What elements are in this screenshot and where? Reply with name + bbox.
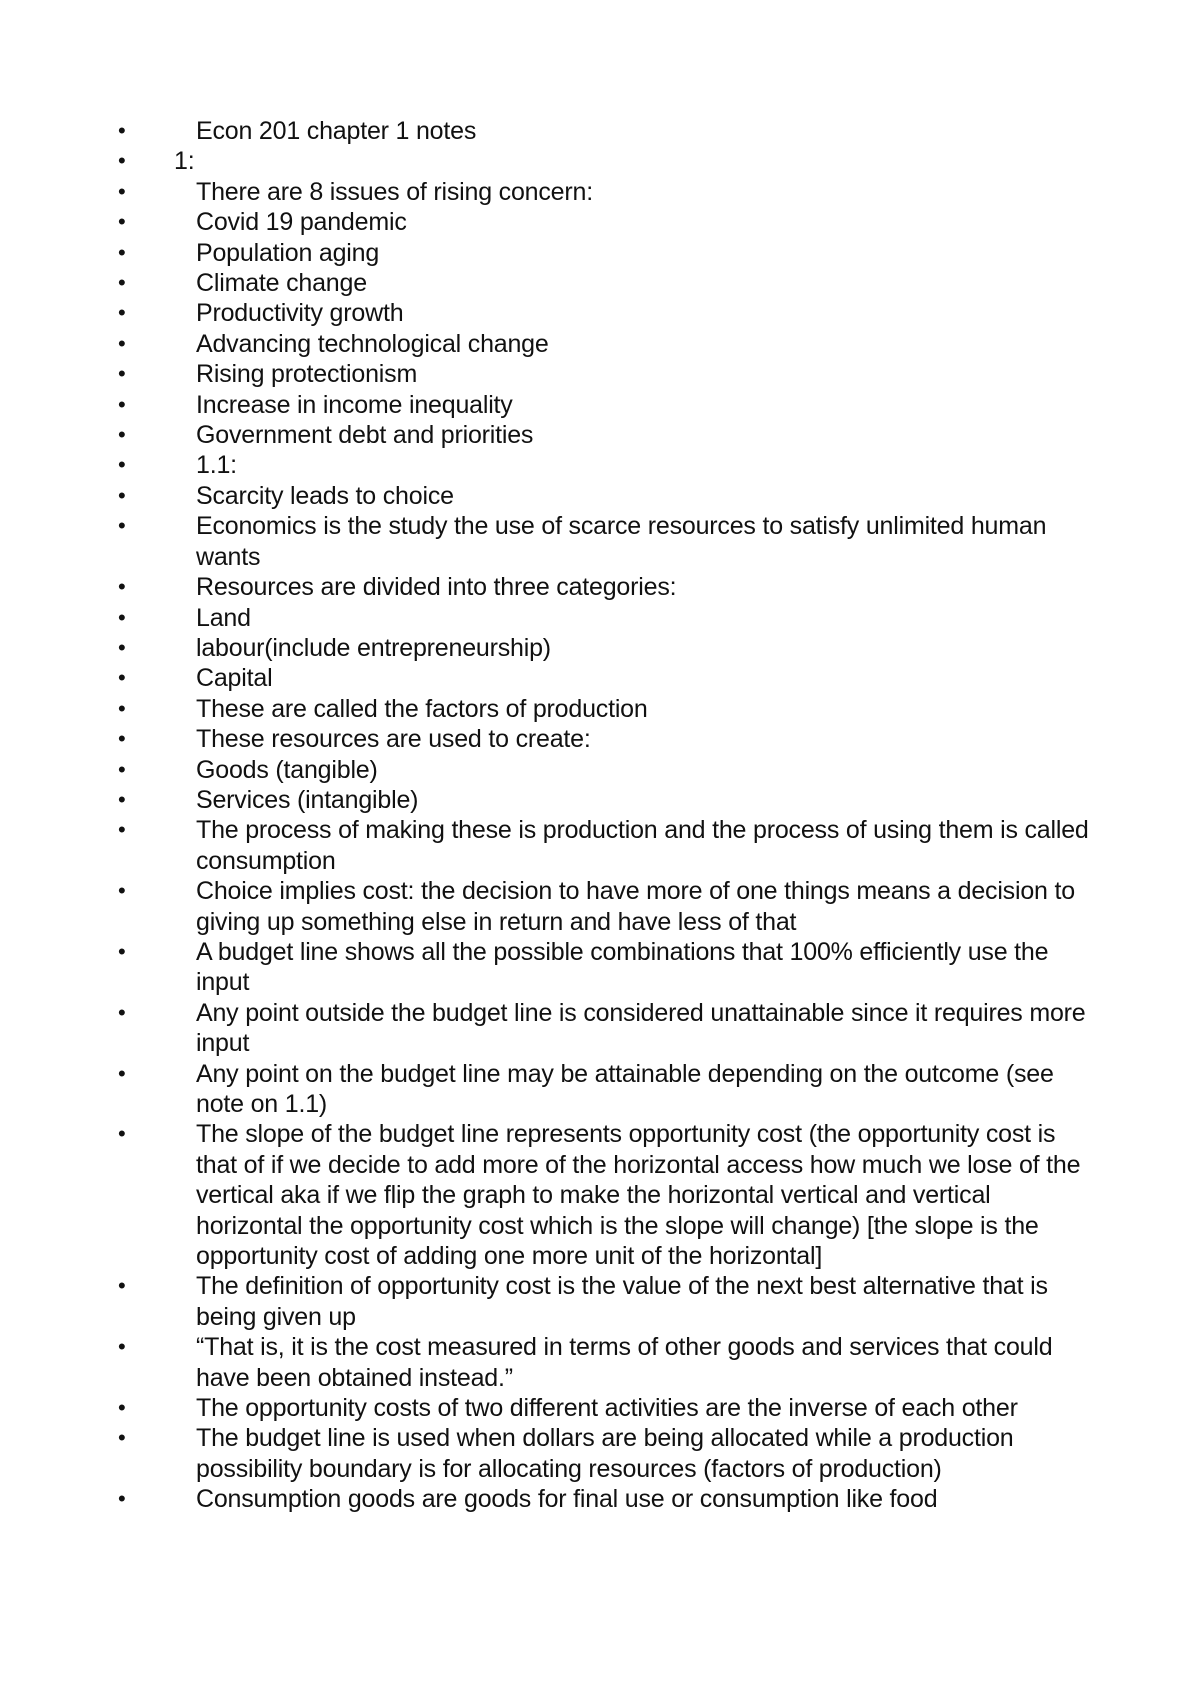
list-item [118,390,1098,420]
bullet-icon: • [118,452,126,478]
bullet-icon: • [118,1486,126,1512]
list-item-text: The process of making these is production and the process of using them is called consumption [196,816,1089,875]
bullet-icon: • [118,938,126,964]
list-item [118,1393,1098,1423]
list-item-text: 1.1: [196,451,237,480]
list-item-text: A budget line shows all the possible combinations that 100% efficiently use the input [196,937,1049,997]
list-item-text: Government debt and priorities [196,421,534,450]
list-item [118,724,1098,754]
bullet-icon: • [118,118,126,143]
list-item-text: Econ 201 chapter 1 notes [196,117,477,145]
list-item-text: These resources are used to create: [196,725,591,754]
list-item-text: Any point outside the budget line is considered unattainable since it requires more input [196,998,1086,1058]
list-item-text: Choice implies cost: the decision to have more of one things means a decision to giving up something else in return and have less of that [196,877,1075,936]
bullet-icon: • [118,1273,126,1299]
bullet-icon: • [118,695,126,721]
list-item [118,420,1098,450]
list-item-text: There are 8 issues of rising concern: [196,177,593,206]
bullet-icon: • [118,999,126,1025]
list-item-text: The opportunity costs of two different activities are the inverse of each other [196,1394,1018,1423]
list-item [118,998,1098,1059]
bullet-icon: • [118,1395,126,1421]
list-item-text: Economics is the study the use of scarce resources to satisfy unlimited human wants [196,512,1047,571]
list-item [118,146,1098,176]
bullet-icon: • [118,209,126,235]
bullet-icon: • [118,300,126,326]
notes-list [118,116,1098,1515]
bullet-icon: • [118,574,126,600]
list-item-text: “That is, it is the cost measured in terms of other goods and services that could have been obtained instead.” [196,1333,1053,1392]
bullet-icon: • [118,513,126,539]
list-item [118,207,1098,237]
list-item [118,511,1098,572]
list-item [118,268,1098,298]
bullet-icon: • [118,604,126,630]
bullet-icon: • [118,178,126,204]
list-item [118,329,1098,359]
list-item [118,298,1098,328]
list-item [118,876,1098,937]
list-item [118,785,1098,815]
bullet-icon: • [118,878,126,904]
list-item-text: Covid 19 pandemic [196,208,407,237]
bullet-icon: • [118,330,126,356]
list-item-text: The budget line is used when dollars are being allocated while a production possibility boundary is for allocating resources (factors of production) [196,1424,1014,1483]
list-item-text: Land [196,603,251,632]
list-item-text: Advancing technological change [196,329,549,358]
list-item-text: Capital [196,664,273,693]
list-item [118,937,1098,998]
bullet-icon: • [118,1121,126,1147]
list-item [118,1423,1098,1484]
bullet-icon: • [118,817,126,843]
list-item-text: Productivity growth [196,299,404,328]
bullet-icon: • [118,726,126,752]
list-item-text: labour(include entrepreneurship) [196,633,551,662]
list-item [118,177,1098,207]
list-item-text: These are called the factors of production [196,694,648,723]
bullet-icon: • [118,1060,126,1086]
bullet-icon: • [118,361,126,387]
list-item [118,450,1098,480]
bullet-icon: • [118,482,126,508]
list-item [118,1332,1098,1393]
bullet-icon: • [118,422,126,448]
bullet-icon: • [118,239,126,265]
list-item [118,1059,1098,1120]
list-item [118,694,1098,724]
list-item-text: Increase in income inequality [196,390,513,419]
bullet-icon: • [118,786,126,812]
list-item-text: Resources are divided into three categories: [196,573,677,602]
list-item-text: Population aging [196,238,380,267]
bullet-icon: • [118,634,126,660]
list-item [118,572,1098,602]
list-item [118,633,1098,663]
list-item-text: Climate change [196,269,367,298]
list-item [118,1119,1098,1271]
list-item-text: Services (intangible) [196,785,419,814]
list-item-text: The slope of the budget line represents opportunity cost (the opportunity cost is that of if we decide to add more of the horizontal access how much we lose of the vertical aka if we flip the graph to make the horizontal vertical and vertical horizontal the opportunity cost which is the slope will change) [the slope is the opportunity cost of adding one more unit of the horizontal] [196,1120,1081,1271]
list-item [118,755,1098,785]
list-item-text: Rising protectionism [196,360,418,389]
list-item [118,481,1098,511]
list-item-text: 1: [174,147,195,176]
list-item [118,815,1098,876]
bullet-icon: • [118,1334,126,1360]
list-item-text: Scarcity leads to choice [196,481,454,510]
bullet-icon: • [118,270,126,296]
list-item-text: The definition of opportunity cost is the value of the next best alternative that is being given up [196,1272,1048,1331]
list-item [118,663,1098,693]
list-item [118,238,1098,268]
list-item [118,1271,1098,1332]
bullet-icon: • [118,391,126,417]
list-item [118,116,1098,146]
bullet-icon: • [118,665,126,691]
bullet-icon: • [118,756,126,782]
list-item-text: Any point on the budget line may be attainable depending on the outcome (see note on 1.1) [196,1059,1054,1118]
list-item-text: Goods (tangible) [196,755,378,784]
list-item [118,1484,1098,1514]
list-item-text: Consumption goods are goods for final use or consumption like food [196,1485,938,1514]
list-item [118,359,1098,389]
bullet-icon: • [118,148,126,174]
bullet-icon: • [118,1425,126,1451]
list-item [118,603,1098,633]
